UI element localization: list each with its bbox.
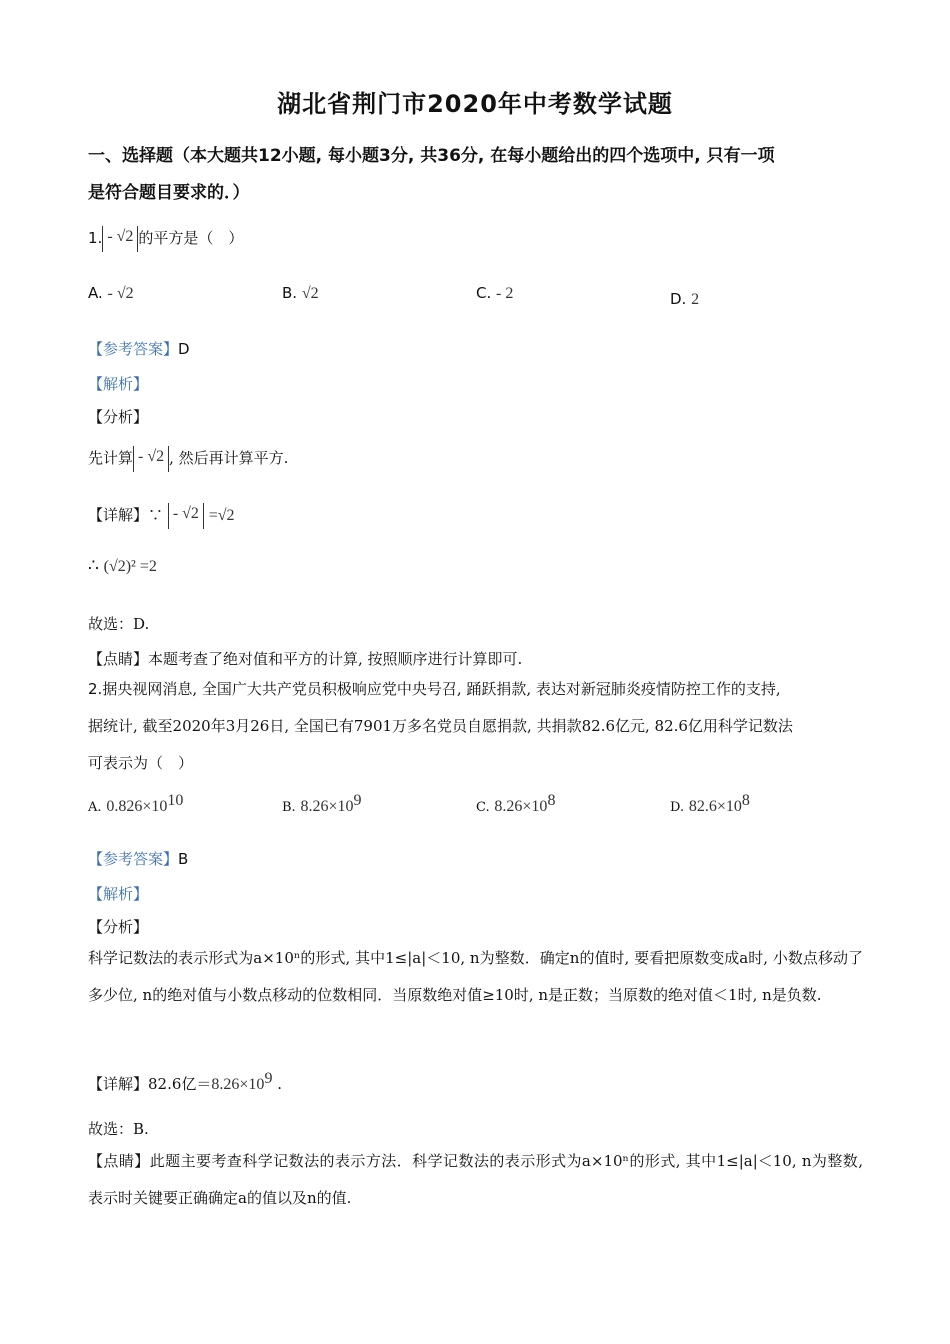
q2-dianjing: 【点睛】此题主要考查科学记数法的表示方法．科学记数法的表示形式为a×10ⁿ的形式, 其中1≤|a|＜10, n为整数, 表示时关键要正确确定a的值以及n的值.: [88, 1152, 863, 1207]
q1-jiexi: 【解析】: [88, 375, 149, 393]
q2-option-d: D. $82.6\times 10^8$: [670, 792, 750, 815]
section-heading-line1: 一、选择题（本大题共12小题, 每小题3分, 共36分, 在每小题给出的四个选项中, 只有一项: [88, 146, 775, 166]
q1-number: 1.: [88, 229, 103, 247]
q1-stem: [88, 226, 243, 252]
q1-answer: 【参考答案】D: [88, 340, 190, 358]
q1-option-b: B. √2: [282, 284, 319, 302]
section-heading-line2: 是符合题目要求的．）: [88, 183, 250, 203]
q2-number: 2.: [88, 680, 103, 698]
q2-fenxi-text: 科学记数法的表示形式为a×10ⁿ的形式, 其中1≤|a|＜10, n为整数．确定n的值时, 要看把原数变成a时, 小数点移动了多少位, n的绝对值与小数点移动的位数相同．当原数绝对值≥10时, n是正数；当原数的绝对值＜1时, n是负数.: [88, 949, 863, 1004]
q1-fenxi-text: 先计算 - √2 , 然后再计算平方.: [88, 446, 288, 472]
document-title: 湖北省荆门市2020年中考数学试题: [277, 90, 673, 118]
q2-stem: 2.据央视网消息, 全国广大共产党员积极响应党中央号召, 踊跃捐款, 表达对新冠肺炎疫情防控工作的支持, 据统计, 截至2020年3月26日, 全国已有7901万多名党员自愿捐款, 共捐款82.6亿元, 82.6亿用科学记数法 可表示为（ ）: [88, 680, 793, 772]
q1-abs-expression: - √2: [102, 226, 138, 252]
q2-option-a: A. $0.826\times 10^{10}$: [88, 792, 184, 815]
q1-stem-text: 的平方是（ ）: [138, 229, 244, 247]
q1-therefore: ∴ (√2)² =2: [88, 556, 157, 576]
q1-guxuan: 故选：D.: [88, 615, 150, 633]
q2-guxuan: 故选：B.: [88, 1120, 149, 1138]
q1-option-c: C. - 2: [476, 284, 514, 302]
q2-jiexi: 【解析】: [88, 885, 149, 903]
q1-option-d: D. 2: [670, 290, 700, 308]
q1-detail: 【详解】∵ - √2 =√2: [88, 503, 235, 529]
q2-option-c: C. $8.26\times 10^8$: [476, 792, 556, 815]
q1-option-a: A. - √2: [88, 284, 134, 302]
q2-option-b: B. $8.26\times 10^9$: [282, 792, 362, 815]
q2-fenxi: 【分析】: [88, 918, 149, 936]
q1-fenxi: 【分析】: [88, 408, 149, 426]
q2-answer: 【参考答案】B: [88, 850, 189, 868]
section-heading: [88, 138, 878, 212]
q1-dianjing: 【点睛】本题考查了绝对值和平方的计算, 按照顺序进行计算即可.: [88, 650, 523, 668]
q2-detail: 【详解】82.6亿$=8.26\times 10^9$ .: [88, 1070, 282, 1093]
